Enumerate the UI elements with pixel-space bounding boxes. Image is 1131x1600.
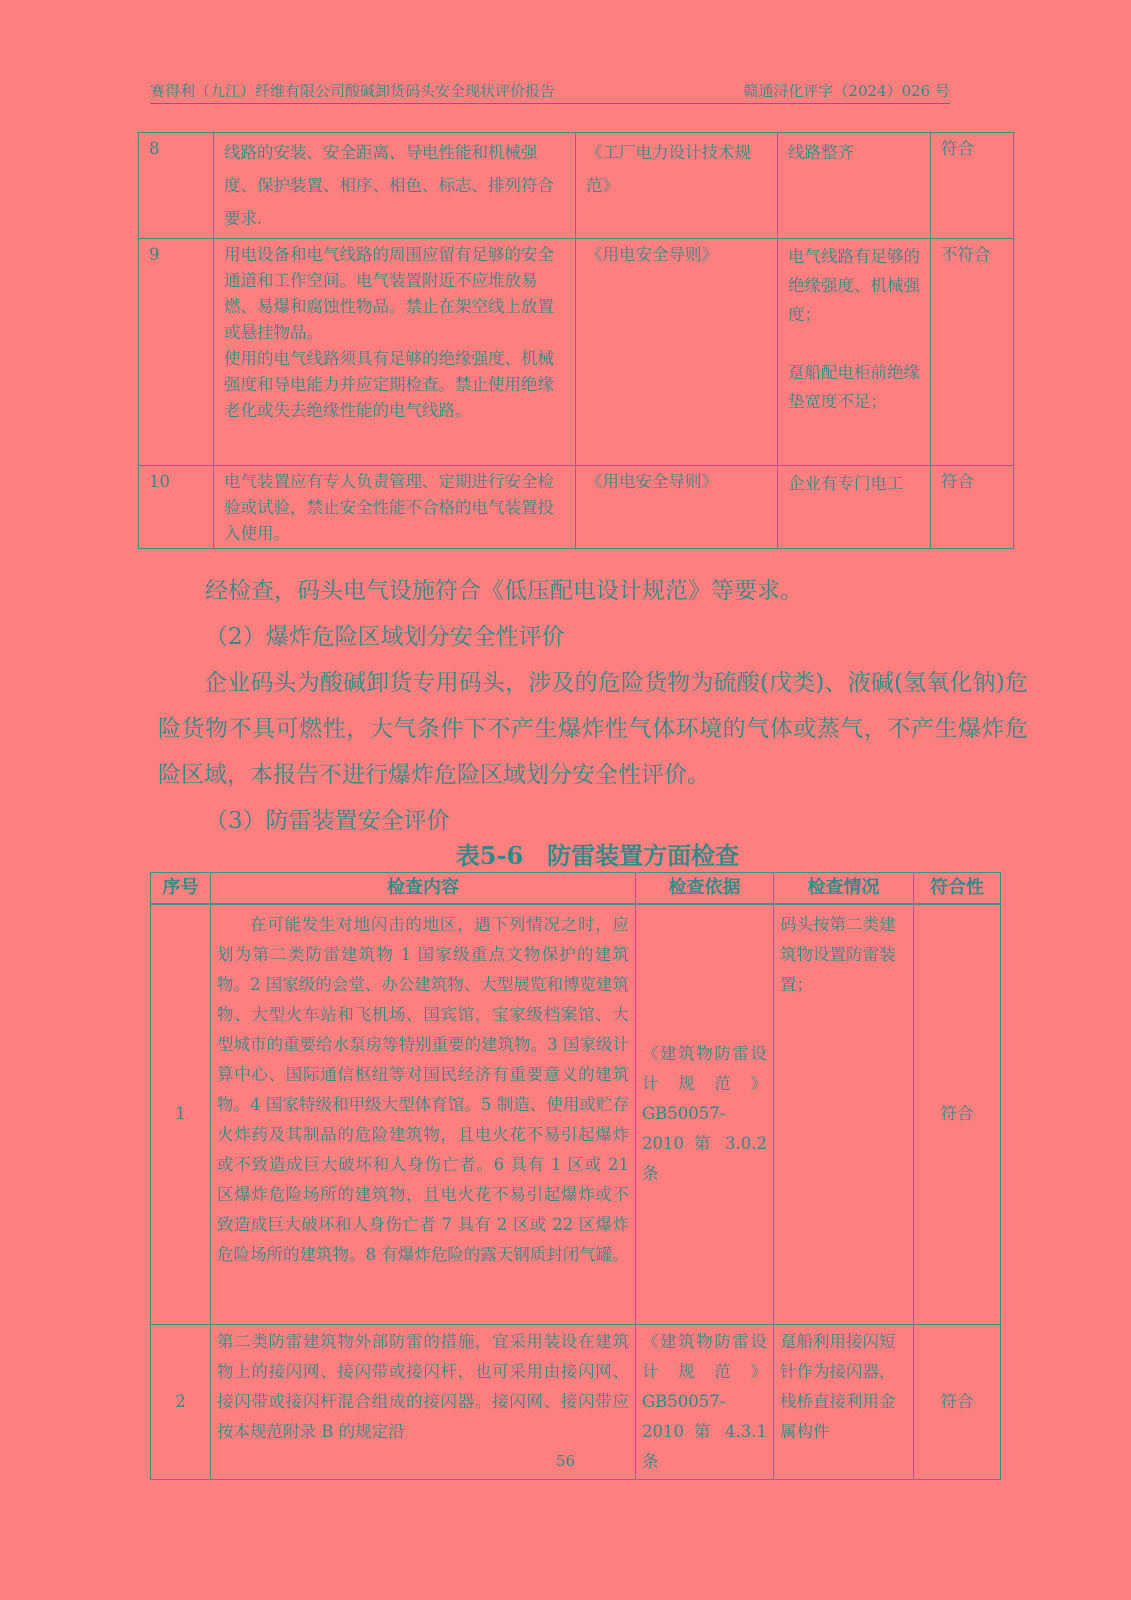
- table-row: [139, 133, 1014, 239]
- header-cell: 检查内容: [211, 873, 636, 905]
- header-cell: 序号: [151, 873, 211, 905]
- check-result: 符合: [914, 1324, 1001, 1479]
- table-row: [139, 466, 1014, 549]
- table-header-row: [151, 873, 1001, 905]
- check-basis: 《用电安全导则》: [576, 466, 778, 549]
- header-title: 赛得利（九江）纤维有限公司酸碱卸货码头安全现状评价报告: [150, 82, 556, 100]
- table-row: [151, 904, 1001, 1324]
- row-number: 8: [139, 133, 214, 239]
- header-cell: 符合性: [914, 873, 1001, 905]
- check-status: 趸船利用接闪短针作为接闪器，栈桥直接利用金属构件: [774, 1324, 914, 1479]
- paragraph: 经检查，码头电气设施符合《低压配电设计规范》等要求。: [205, 578, 803, 604]
- check-content: 在可能发生对地闪击的地区，遇下列情况之时，应划为第二类防雷建筑物 1 国家级重点文物保护的建筑物。2 国家级的会堂、办公建筑物、大型展览和博览建筑物、大型火车站和飞机场、国宾馆，宝家级档案馆、大型城市的重要给水泵房等特别重要的建筑物。3 国家级计算中心、国际通信枢纽等对国民经济有重要意义的建筑物。4 国家特级和甲级大型体育馆。5 制造、使用或贮存火炸药及其制品的危险建筑物，且电火花不易引起爆炸或不致造成巨大破坏和人身伤亡者。6 具有 1 区或 21 区爆炸危险场所的建筑物，且电火花不易引起爆炸或不致造成巨大破坏和人身伤亡者 7 具有 2 区或 22 区爆炸危险场所的建筑物。8 有爆炸危险的露天钢质封闭气罐。: [211, 904, 636, 1324]
- row-number: 1: [151, 904, 211, 1324]
- check-result: 符合: [914, 904, 1001, 1324]
- check-content: 第二类防雷建筑物外部防雷的措施，宜采用装设在建筑物上的接闪网、接闪带或接闪杆，也可采用由接闪网、接闪带或接闪杆混合组成的接闪器。接闪网、接闪带应按本规范附录 B 的规定沿: [211, 1324, 636, 1479]
- check-status: 线路整齐: [778, 133, 931, 239]
- check-content: 电气装置应有专人负责管理、定期进行安全检验或试验，禁止安全性能不合格的电气装置投入使用。: [214, 466, 576, 549]
- table-title: 表5-6 防雷装置方面检查: [455, 841, 740, 870]
- check-result: 符合: [931, 133, 1014, 239]
- section-heading: （3）防雷装置安全评价: [205, 808, 450, 834]
- row-number: 2: [151, 1324, 211, 1479]
- check-status: 电气线路有足够的绝缘强度、机械强度； 趸船配电柜前绝缘垫宽度不足；: [778, 239, 931, 466]
- header-cell: 检查情况: [774, 873, 914, 905]
- row-number: 9: [139, 239, 214, 466]
- lightning-protection-table: [150, 872, 1001, 1480]
- check-result: 符合: [931, 466, 1014, 549]
- header-cell: 检查依据: [636, 873, 774, 905]
- check-status: 码头按第二类建筑物设置防雷装置；: [774, 904, 914, 1324]
- check-basis: 《工厂电力设计技术规范》: [576, 133, 778, 239]
- check-basis: 《建筑物防雷设计规范》GB50057-2010 第 3.0.2 条: [636, 904, 774, 1324]
- electrical-check-table: [138, 132, 1014, 549]
- running-header: [150, 80, 950, 104]
- section-heading: （2）爆炸危险区域划分安全性评价: [205, 624, 565, 650]
- page-number: 56: [555, 1452, 576, 1470]
- table-row: [139, 239, 1014, 466]
- check-result: 不符合: [931, 239, 1014, 466]
- check-basis: 《用电安全导则》: [576, 239, 778, 466]
- paragraph: 企业码头为酸碱卸货专用码头，涉及的危险货物为硫酸(戊类)、液碱(氢氧化钠)危险货物不具可燃性，大气条件下不产生爆炸性气体环境的气体或蒸气，不产生爆炸危险区域，本报告不进行爆炸危险区域划分安全性评价。: [158, 670, 1028, 788]
- check-content: 线路的安装、安全距离、导电性能和机械强度、保护装置、相序、相色、标志、排列符合要求.: [214, 133, 576, 239]
- check-basis: 《建筑物防雷设计规范》GB50057-2010 第 4.3.1 条: [636, 1324, 774, 1479]
- check-status: 企业有专门电工: [778, 466, 931, 549]
- check-content: 用电设备和电气线路的周围应留有足够的安全通道和工作空间。电气装置附近不应堆放易燃、易爆和腐蚀性物品。禁止在架空线上放置或悬挂物品。 使用的电气线路须具有足够的绝缘强度、机械强度和导电能力并应定期检查。禁止使用绝缘老化或失去绝缘性能的电气线路。: [214, 239, 576, 466]
- row-number: 10: [139, 466, 214, 549]
- header-doc-number: 赣通浔化评字（2024）026 号: [743, 82, 950, 100]
